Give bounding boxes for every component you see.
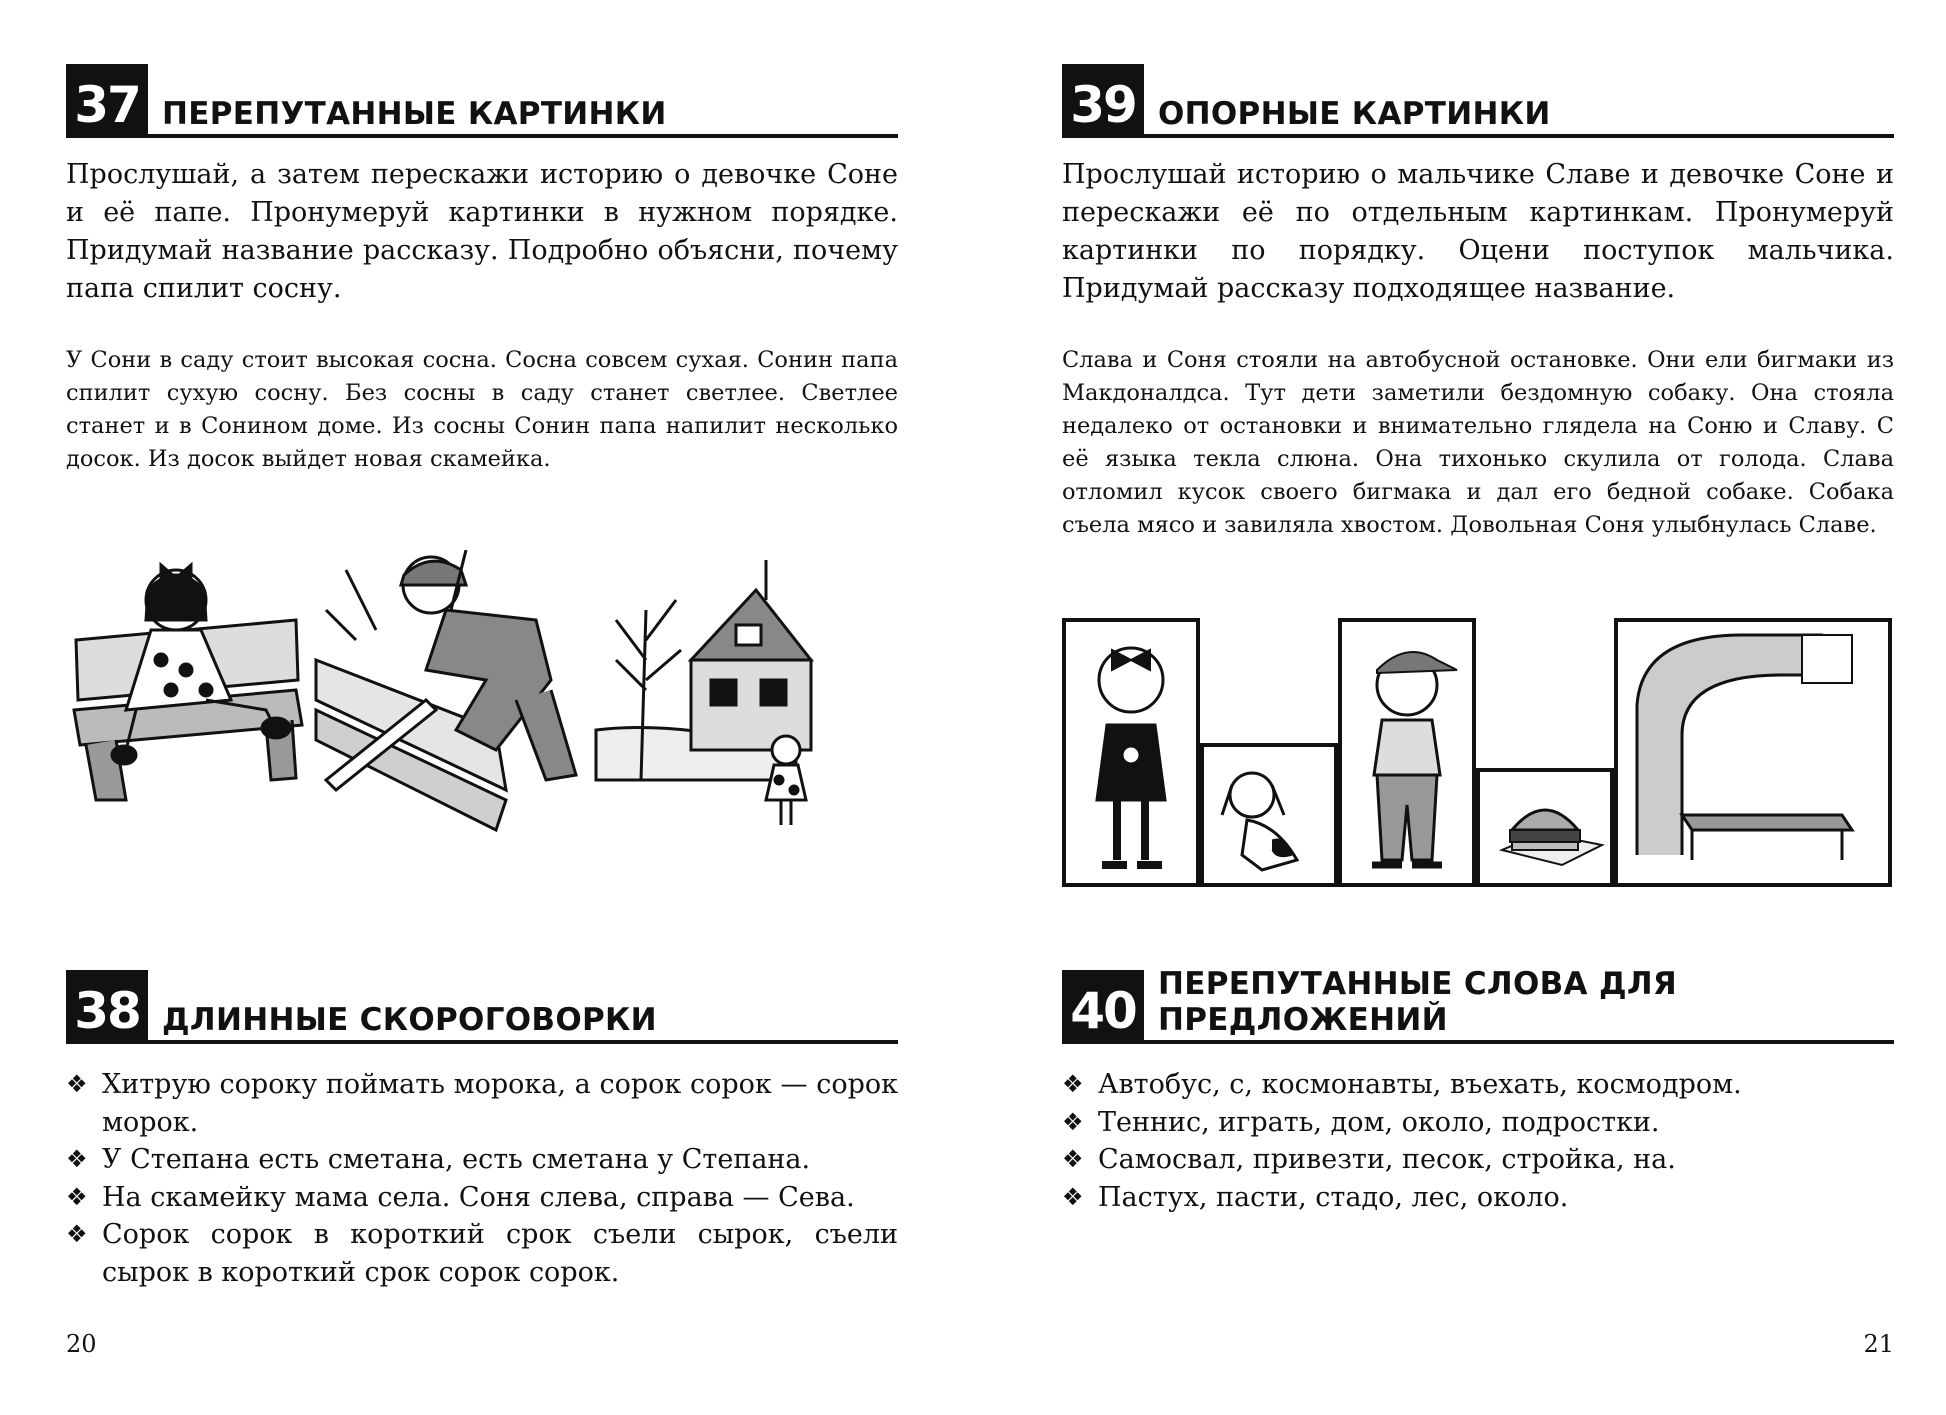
bullet-icon: ❖ [66,1070,88,1098]
bullet-icon: ❖ [66,1220,88,1248]
exercise-title: ПЕРЕПУТАННЫЕ КАРТИНКИ [162,96,667,132]
page-number: 21 [1863,1330,1894,1358]
exercise-38 [66,970,898,1291]
list-item: ❖ Сорок сорок в короткий срок съели сырок, съели сырок в короткий срок сорок сорок. [66,1216,898,1291]
exercise-title: ДЛИННЫЕ СКОРОГОВОРКИ [162,1002,657,1038]
exercise-number: 39 [1062,64,1144,134]
girl-card [1064,620,1198,885]
right-page [1062,0,1894,1415]
exercise-40 [1062,966,1894,1216]
page-number: 20 [66,1330,97,1358]
list-item: ❖ Пастух, пасти, стадо, лес, около. [1062,1179,1894,1217]
bus-stop-card [1616,620,1890,885]
exercise-39-picture-cards [1062,615,1894,890]
exercise-heading [66,970,898,1044]
exercise-title: ПЕРЕПУТАННЫЕ СЛОВА ДЛЯ ПРЕДЛОЖЕНИЙ [1158,966,1678,1038]
exercise-heading [1062,966,1894,1044]
exercise-37-illustrations [66,550,898,840]
tongue-twister-list [66,1066,898,1291]
exercise-number: 40 [1062,970,1144,1040]
exercise-heading [1062,64,1894,138]
boy-card [1340,620,1474,885]
exercise-heading [66,64,898,138]
scrambled-sentences-list [1062,1066,1894,1216]
doll-on-bench-picture [74,565,302,800]
exercise-number: 37 [66,64,148,134]
exercise-story: Слава и Соня стояли на автобусной остановке. Они ели бигмаки из Макдоналдса. Тут дети заметили бездомную собаку. Она стояла недалеко от остановки и внимательно глядела на Соню и Славу. С её языка текла слюна. Она тихонько скулила от голода. Слава отломил кусок своего бигмака и дал его бедной собаке. Собака съела мясо и завиляла хвостом. Довольная Соня улыбнулась Славе. [1062,347,1894,538]
list-item: ❖ На скамейку мама села. Соня слева, справа — Сева. [66,1179,898,1217]
list-item: ❖ У Степана есть сметана, есть сметана у Степана. [66,1141,898,1179]
dog-card [1202,745,1336,885]
bullet-icon: ❖ [1062,1145,1084,1173]
exercise-instructions: Прослушай историю о мальчике Славе и девочке Соне и перескажи её по отдельным картинкам. Пронумеруй картинки по порядку. Оцени поступок мальчика. Придумай рассказу подходящее название. [1062,159,1894,304]
house-with-tree-picture [596,560,811,825]
list-item: ❖ Теннис, играть, дом, около, подростки. [1062,1104,1894,1142]
bullet-icon: ❖ [1062,1107,1084,1136]
list-item: ❖ Самосвал, привезти, песок, стройка, на. [1062,1141,1894,1179]
bullet-icon: ❖ [1062,1182,1084,1211]
man-sawing-tree-picture [316,550,576,830]
burger-card [1478,770,1612,885]
list-item: ❖ Хитрую сороку поймать морока, а сорок сорок — сорок морок. [66,1066,898,1141]
exercise-instructions: Прослушай, а затем перескажи историю о девочке Соне и её папе. Пронумеруй картинки в нужном порядке. Придумай название рассказу. Подробно объясни, почему папа спилит сосну. [66,159,898,304]
bullet-icon: ❖ [66,1145,88,1173]
exercise-37 [66,64,898,476]
exercise-39 [1062,64,1894,542]
left-page [66,0,898,1415]
list-item: ❖ Автобус, с, космонавты, въехать, космодром. [1062,1066,1894,1104]
bullet-icon: ❖ [66,1182,88,1211]
exercise-story: У Сони в саду стоит высокая сосна. Сосна совсем сухая. Сонин папа спилит сухую сосну. Без сосны в саду станет светлее. Светлее станет и в Сонином доме. Из сосны Сонин папа напилит несколько досок. Из досок выйдет новая скамейка. [66,347,898,472]
exercise-number: 38 [66,970,148,1040]
exercise-title: ОПОРНЫЕ КАРТИНКИ [1158,96,1551,132]
bullet-icon: ❖ [1062,1070,1084,1098]
